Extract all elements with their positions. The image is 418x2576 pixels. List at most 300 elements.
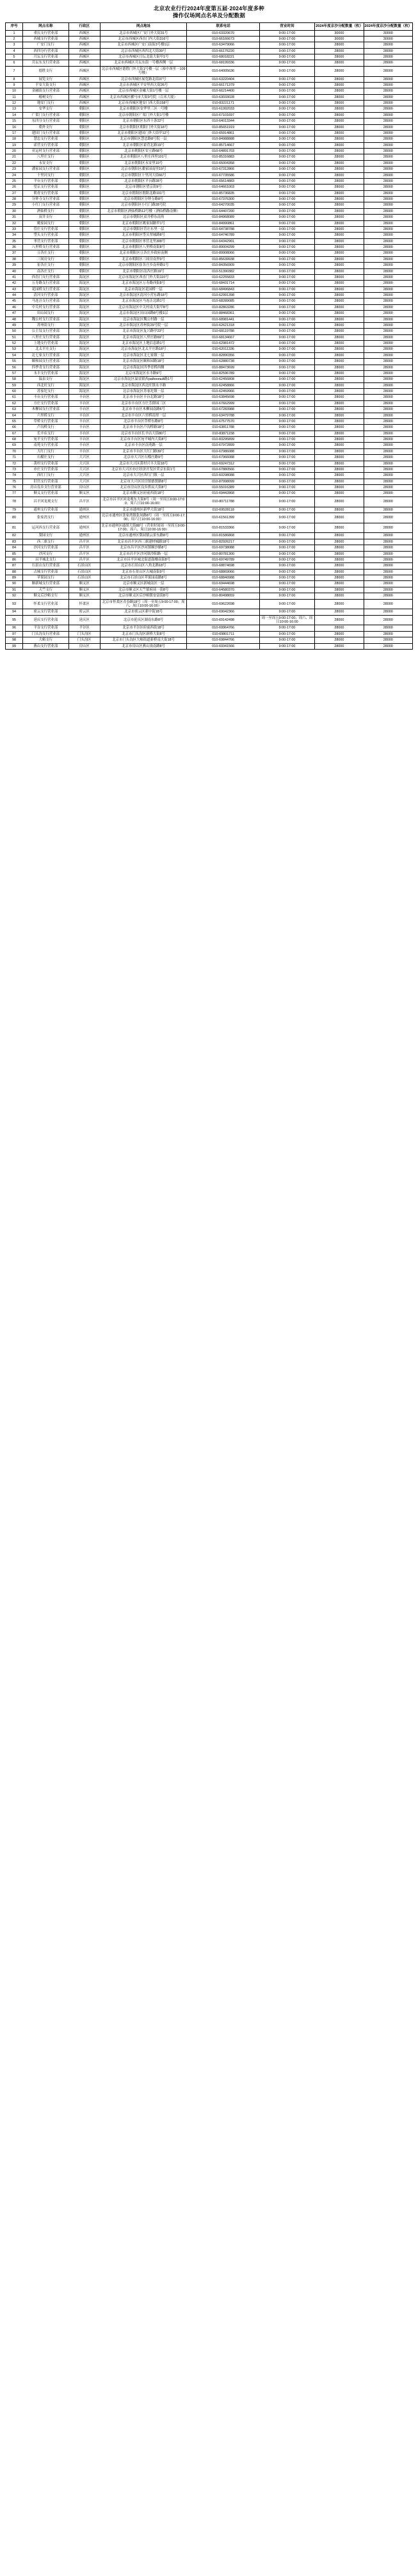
- table-row: [6, 587, 413, 593]
- cell-quota-2: 28000: [364, 76, 412, 82]
- cell-address: 北京市丰台区宛平城内大街8号: [100, 437, 187, 443]
- cell-quota-1: 28000: [315, 197, 364, 202]
- cell-index: 3: [6, 42, 23, 48]
- cell-index: 73: [6, 466, 23, 472]
- cell-phone: 010-67735586: [187, 172, 259, 178]
- cell-hours: 9:00-17:00: [259, 311, 314, 316]
- cell-phone: 010-67966088: [187, 455, 259, 461]
- cell-quota-2: 28000: [364, 437, 412, 443]
- cell-hours: 9:00-17:00: [259, 130, 314, 136]
- cell-phone: 010-85651919: [187, 124, 259, 130]
- cell-index: 83: [6, 539, 23, 545]
- table-row: [6, 329, 413, 334]
- cell-quota-1: 28000: [315, 431, 364, 436]
- cell-quota-2: 28000: [364, 382, 412, 388]
- cell-address: 北京市通州区张家湾镇张凤路8号（周一至周五9:00-17:00；周六日10:00-16:00）: [100, 513, 187, 523]
- cell-index: 97: [6, 631, 23, 637]
- cell-index: 54: [6, 352, 23, 358]
- table-row: [6, 599, 413, 609]
- cell-quota-2: 28000: [364, 202, 412, 208]
- cell-quota-2: 28000: [364, 106, 412, 112]
- cell-address: 北京市西城区金融大街1号楼一层: [100, 88, 187, 94]
- cell-quota-2: 28000: [364, 256, 412, 262]
- cell-branch-name: 花园桥支行营业部: [23, 286, 68, 292]
- header-district: 行政区: [68, 22, 100, 30]
- cell-phone: 010-62456808: [187, 377, 259, 382]
- cell-index: 22: [6, 160, 23, 166]
- table-row: [6, 197, 413, 202]
- cell-index: 27: [6, 190, 23, 196]
- table-row: [6, 142, 413, 148]
- cell-branch-name: 椿树支行: [23, 94, 68, 100]
- cell-hours: 9:00-17:00: [259, 448, 314, 454]
- cell-district: 朝阳区: [68, 250, 100, 256]
- cell-quota-2: 28000: [364, 389, 412, 395]
- cell-hours: 9:00-17:00: [259, 533, 314, 539]
- cell-address: 北京市海淀区复兴路甲23号: [100, 329, 187, 334]
- cell-quota-2: 28000: [364, 112, 412, 118]
- cell-hours: 9:00-17:00: [259, 197, 314, 202]
- cell-quota-2: 28000: [364, 473, 412, 479]
- cell-branch-name: 八里庄支行营业部: [23, 334, 68, 340]
- cell-district: 密云区: [68, 609, 100, 615]
- table-row: [6, 48, 413, 54]
- cell-address: 北京市朝阳区管庄东里一层: [100, 226, 187, 232]
- cell-address: 北京市朝阳区朝阳北路101号: [100, 190, 187, 196]
- cell-district: 朝阳区: [68, 154, 100, 160]
- cell-index: 21: [6, 154, 23, 160]
- cell-district: 大兴区: [68, 461, 100, 466]
- cell-address: 北京市房山区良乡拱辰大街8号: [100, 485, 187, 491]
- table-row: [6, 322, 413, 328]
- cell-quota-1: 28000: [315, 334, 364, 340]
- cell-quota-1: 28000: [315, 202, 364, 208]
- table-row: [6, 220, 413, 226]
- cell-district: 门头沟区: [68, 631, 100, 637]
- cell-index: 24: [6, 172, 23, 178]
- cell-hours: 9:00-17:00: [259, 569, 314, 575]
- cell-district: 海淀区: [68, 274, 100, 280]
- cell-address: 北京市朝阳区望京街9号: [100, 185, 187, 190]
- cell-quota-2: 28000: [364, 60, 412, 66]
- cell-index: 86: [6, 557, 23, 562]
- cell-district: 西城区: [68, 60, 100, 66]
- table-row: [6, 54, 413, 60]
- cell-district: 朝阳区: [68, 106, 100, 112]
- cell-phone: 010-69142498: [187, 615, 259, 625]
- table-row: [6, 473, 413, 479]
- cell-quota-2: 28000: [364, 233, 412, 238]
- cell-phone: 010-62011336: [187, 347, 259, 352]
- cell-quota-2: 28000: [364, 245, 412, 250]
- cell-phone: 010-67376300: [187, 197, 259, 202]
- cell-index: 63: [6, 407, 23, 413]
- cell-address: 北京市海淀区中关村南大街甲8号: [100, 304, 187, 310]
- cell-index: 25: [6, 178, 23, 184]
- cell-branch-name: 西城支行营业部: [23, 36, 68, 42]
- table-row: [6, 299, 413, 304]
- table-row: [6, 643, 413, 649]
- cell-index: 94: [6, 609, 23, 615]
- cell-address: 北京市丰台区丰台北路18号: [100, 395, 187, 400]
- cell-quota-2: 28000: [364, 238, 412, 244]
- cell-index: 84: [6, 545, 23, 551]
- cell-quota-2: 28000: [364, 101, 412, 106]
- cell-hours: 9:00-17:00: [259, 124, 314, 130]
- cell-phone: 010-68869066: [187, 569, 259, 575]
- cell-district: 海淀区: [68, 370, 100, 376]
- cell-index: 69: [6, 443, 23, 448]
- table-row: [6, 569, 413, 575]
- cell-address: 北京市门头沟区新桥大街8号: [100, 631, 187, 637]
- cell-index: 7: [6, 66, 23, 76]
- cell-phone: 010-67880566: [187, 466, 259, 472]
- cell-branch-name: 昌平城北支行: [23, 557, 68, 562]
- cell-district: 西城区: [68, 54, 100, 60]
- cell-address: 北京市海淀区万寿路西街8号: [100, 281, 187, 286]
- cell-district: 通州区: [68, 523, 100, 533]
- cell-quota-2: 28000: [364, 413, 412, 418]
- cell-quota-2: 28000: [364, 377, 412, 382]
- cell-hours: 9:00-17:00: [259, 293, 314, 299]
- cell-address: 北京市海淀区苏州街29号院一层: [100, 322, 187, 328]
- cell-district: 海淀区: [68, 286, 100, 292]
- cell-address: 北京市西城区西直门内大街316号: [100, 36, 187, 42]
- cell-quota-1: 28000: [315, 418, 364, 424]
- cell-branch-name: 门头沟支行营业部: [23, 631, 68, 637]
- cell-district: 丰台区: [68, 418, 100, 424]
- cell-phone: 010-80711788: [187, 496, 259, 507]
- table-row: [6, 443, 413, 448]
- cell-quota-1: 28000: [315, 485, 364, 491]
- cell-district: 丰台区: [68, 437, 100, 443]
- cell-hours: 9:00-17:00: [259, 142, 314, 148]
- cell-phone: 010-68981441: [187, 316, 259, 322]
- cell-district: 朝阳区: [68, 172, 100, 178]
- cell-branch-name: 顺义后沙峪支行: [23, 593, 68, 599]
- cell-district: 海淀区: [68, 389, 100, 395]
- cell-index: 13: [6, 106, 23, 112]
- cell-district: 延庆区: [68, 615, 100, 625]
- cell-quota-1: 28000: [315, 609, 364, 615]
- cell-hours: 9:00-17:00: [259, 299, 314, 304]
- table-row: [6, 377, 413, 382]
- cell-phone: 010-88473699: [187, 365, 259, 370]
- cell-quota-1: 28000: [315, 347, 364, 352]
- cell-index: 15: [6, 119, 23, 124]
- cell-address: 北京市顺义区府前西街18号: [100, 491, 187, 496]
- cell-phone: 010-82890356: [187, 352, 259, 358]
- cell-quota-1: 28000: [315, 599, 364, 609]
- cell-phone: 010-63811788: [187, 425, 259, 431]
- table-row: [6, 245, 413, 250]
- cell-district: 海淀区: [68, 377, 100, 382]
- cell-district: 昌平区: [68, 496, 100, 507]
- cell-district: 朝阳区: [68, 220, 100, 226]
- cell-district: 西城区: [68, 48, 100, 54]
- cell-quota-1: 28000: [315, 400, 364, 406]
- cell-hours: 9:00-17:00: [259, 382, 314, 388]
- cell-quota-1: 28000: [315, 268, 364, 274]
- cell-quota-1: 28000: [315, 523, 364, 533]
- cell-index: 80: [6, 513, 23, 523]
- cell-quota-2: 28000: [364, 160, 412, 166]
- cell-quota-2: 28000: [364, 250, 412, 256]
- cell-branch-name: 垡头支行营业部: [23, 233, 68, 238]
- table-row: [6, 615, 413, 625]
- cell-hours: 9:00-17:00: [259, 418, 314, 424]
- cell-phone: 010-68874698: [187, 563, 259, 569]
- cell-branch-name: 永丰支行营业部: [23, 370, 68, 376]
- cell-quota-2: 28000: [364, 539, 412, 545]
- cell-phone: 010-69528118: [187, 507, 259, 513]
- cell-branch-name: 燕山支行营业部: [23, 643, 68, 649]
- cell-address: 北京市通州区新华大街18号: [100, 507, 187, 513]
- cell-index: 91: [6, 587, 23, 593]
- table-header-row: [6, 22, 413, 30]
- cell-index: 43: [6, 286, 23, 292]
- cell-hours: 9:00-17:00: [259, 461, 314, 466]
- table-row: [6, 202, 413, 208]
- cell-quota-2: 28000: [364, 178, 412, 184]
- cell-branch-name: 张家湾支行: [23, 513, 68, 523]
- cell-phone: 010-66171379: [187, 82, 259, 88]
- cell-branch-name: 清河支行营业部: [23, 293, 68, 299]
- cell-quota-1: 28000: [315, 233, 364, 238]
- cell-district: 海淀区: [68, 316, 100, 322]
- cell-district: 海淀区: [68, 329, 100, 334]
- cell-quota-1: 28000: [315, 54, 364, 60]
- cell-address: 北京市海淀区苏家坨镇一层: [100, 389, 187, 395]
- cell-phone: 010-69738088: [187, 545, 259, 551]
- table-row: [6, 575, 413, 581]
- cell-phone: 010-69042366: [187, 609, 259, 615]
- table-row: [6, 593, 413, 599]
- cell-index: 26: [6, 185, 23, 190]
- cell-index: 60: [6, 389, 23, 395]
- cell-address: 北京市朝阳区广渠门外大街1号楼: [100, 112, 187, 118]
- cell-quota-2: 28000: [364, 400, 412, 406]
- cell-quota-2: 28000: [364, 304, 412, 310]
- cell-phone: 010-64407200: [187, 208, 259, 214]
- table-row: [6, 425, 413, 431]
- cell-hours: 9:00-17:00: [259, 551, 314, 557]
- cell-address: 北京市朝阳区枣营北里308号: [100, 238, 187, 244]
- cell-district: 顺义区: [68, 581, 100, 587]
- table-row: [6, 256, 413, 262]
- cell-address: 北京市延庆区湖南东路8号: [100, 615, 187, 625]
- table-row: [6, 88, 413, 94]
- table-row: [6, 172, 413, 178]
- cell-quota-2: 28000: [364, 575, 412, 581]
- cell-phone: 010-67101697: [187, 112, 259, 118]
- cell-quota-2: 28000: [364, 631, 412, 637]
- cell-quota-1: 28000: [315, 142, 364, 148]
- cell-branch-name: 石榴庄支行: [23, 455, 68, 461]
- cell-quota-1: 28000: [315, 496, 364, 507]
- cell-phone: 010-83871158: [187, 431, 259, 436]
- cell-phone: 010-68431714: [187, 281, 259, 286]
- cell-quota-2: 30000: [364, 30, 412, 36]
- cell-quota-1: 28000: [315, 507, 364, 513]
- cell-address: 北京市丰台区卢沟桥路18号: [100, 425, 187, 431]
- cell-index: 34: [6, 233, 23, 238]
- cell-address: 北京市丰台区长辛店大街80号: [100, 431, 187, 436]
- cell-quota-2: 28000: [364, 507, 412, 513]
- cell-quota-2: 28000: [364, 190, 412, 196]
- cell-hours: 9:00-17:00: [259, 643, 314, 649]
- cell-quota-1: 28000: [315, 88, 364, 94]
- cell-phone: 010-80781300: [187, 551, 259, 557]
- cell-district: 大兴区: [68, 479, 100, 484]
- cell-index: 59: [6, 382, 23, 388]
- cell-hours: 9:00-17:00: [259, 466, 314, 472]
- cell-phone: 010-69444698: [187, 581, 259, 587]
- cell-phone: 010-83295899: [187, 437, 259, 443]
- table-row: [6, 455, 413, 461]
- cell-address: 北京市西城区月坛东街一号楼西侧一层: [100, 60, 187, 66]
- cell-quota-1: 28000: [315, 563, 364, 569]
- table-row: [6, 60, 413, 66]
- cell-hours: 9:00-17:00: [259, 304, 314, 310]
- cell-branch-name: 双井支行: [23, 215, 68, 220]
- cell-quota-1: 28000: [315, 370, 364, 376]
- table-row: [6, 523, 413, 533]
- cell-quota-1: 28000: [315, 365, 364, 370]
- cell-address: 北京市西城区月坛北街大街甲1号: [100, 54, 187, 60]
- table-row: [6, 407, 413, 413]
- cell-quota-1: 28000: [315, 220, 364, 226]
- cell-phone: 010-80498659: [187, 593, 259, 599]
- cell-hours: 9:00-17:00: [259, 154, 314, 160]
- cell-index: 40: [6, 268, 23, 274]
- cell-phone: 010-69801711: [187, 631, 259, 637]
- table-row: [6, 293, 413, 299]
- cell-hours: 9:00-17:00: [259, 88, 314, 94]
- cell-address: 北京市海淀区温泉镇西районный路1号: [100, 377, 187, 382]
- cell-phone: 010-87998099: [187, 479, 259, 484]
- cell-district: 朝阳区: [68, 178, 100, 184]
- cell-phone: 010-66176220: [187, 48, 259, 54]
- cell-phone: 010-61992033: [187, 106, 259, 112]
- table-row: [6, 82, 413, 88]
- cell-phone: 010-67577570: [187, 418, 259, 424]
- cell-hours: 9:00-17:00: [259, 245, 314, 250]
- table-row: [6, 359, 413, 365]
- table-row: [6, 185, 413, 190]
- cell-quota-1: 28000: [315, 172, 364, 178]
- cell-phone: 010-62880738: [187, 359, 259, 365]
- cell-district: 朝阳区: [68, 124, 100, 130]
- cell-quota-1: 28000: [315, 513, 364, 523]
- cell-quota-2: 28000: [364, 395, 412, 400]
- cell-quota-2: 28000: [364, 359, 412, 365]
- cell-hours: 9:00-17:00: [259, 256, 314, 262]
- cell-hours: 9:00-17:00: [259, 286, 314, 292]
- cell-index: 89: [6, 575, 23, 581]
- cell-phone: 010-81533366: [187, 523, 259, 533]
- cell-district: 海淀区: [68, 365, 100, 370]
- cell-quota-1: 28000: [315, 359, 364, 365]
- cell-quota-1: 28000: [315, 178, 364, 184]
- cell-address: 北京市海淀区四季青桥西侧: [100, 365, 187, 370]
- cell-quota-2: 28000: [364, 268, 412, 274]
- cell-quota-1: 28000: [315, 82, 364, 88]
- cell-branch-name: 大红门支行: [23, 448, 68, 454]
- cell-quota-1: 28000: [315, 119, 364, 124]
- table-row: [6, 250, 413, 256]
- cell-address: 北京市海淀区北太平庄路18号: [100, 347, 187, 352]
- cell-index: 47: [6, 311, 23, 316]
- cell-quota-2: 28000: [364, 293, 412, 299]
- cell-quota-1: 28000: [315, 238, 364, 244]
- cell-index: 4: [6, 48, 23, 54]
- table-row: [6, 233, 413, 238]
- cell-district: 石景山区: [68, 569, 100, 575]
- cell-index: 56: [6, 365, 23, 370]
- cell-index: 38: [6, 256, 23, 262]
- cell-quota-2: 28000: [364, 208, 412, 214]
- cell-district: 石景山区: [68, 563, 100, 569]
- cell-branch-name: 北太平庄支行: [23, 347, 68, 352]
- cell-quota-1: 28000: [315, 413, 364, 418]
- cell-address: 北京市西城区平安里西大街26号: [100, 82, 187, 88]
- table-row: [6, 496, 413, 507]
- header-address: 网点地址: [100, 22, 187, 30]
- cell-hours: 9:00-17:00: [259, 437, 314, 443]
- cell-district: 房山区: [68, 643, 100, 649]
- cell-address: 北京市平谷区府前西街18号: [100, 625, 187, 631]
- cell-hours: 9:00-17:00: [259, 334, 314, 340]
- cell-quota-1: 28000: [315, 293, 364, 299]
- cell-index: 98: [6, 637, 23, 643]
- table-row: [6, 563, 413, 569]
- cell-address: 北京市密云区新中街18号: [100, 609, 187, 615]
- cell-index: 90: [6, 581, 23, 587]
- cell-quota-2: 28000: [364, 42, 412, 48]
- table-row: [6, 149, 413, 154]
- cell-hours: 9:00-17:00: [259, 178, 314, 184]
- cell-address: 北京市大兴区亦庄经济开发区荣京东街1号: [100, 466, 187, 472]
- cell-phone: 010-85736835: [187, 190, 259, 196]
- cell-quota-1: 28000: [315, 382, 364, 388]
- cell-district: 丰台区: [68, 431, 100, 436]
- cell-branch-name: 月坛东支行营业部: [23, 60, 68, 66]
- header-hours: 营业时间: [259, 22, 314, 30]
- cell-address: 北京市丰台区大红门路39号: [100, 448, 187, 454]
- cell-index: 29: [6, 202, 23, 208]
- cell-hours: 9:00-17:00: [259, 365, 314, 370]
- cell-quota-1: 28000: [315, 130, 364, 136]
- cell-quota-1: 28000: [315, 466, 364, 472]
- cell-hours: 9:00-17:00: [259, 190, 314, 196]
- cell-phone: 010-69964766: [187, 625, 259, 631]
- cell-address: 北京市西城区西四北大街39号: [100, 48, 187, 54]
- cell-branch-name: 木樨园支行营业部: [23, 407, 68, 413]
- table-row: [6, 389, 413, 395]
- cell-hours: 9:00-17:00: [259, 250, 314, 256]
- cell-index: 71: [6, 455, 23, 461]
- cell-address: 北京市海淀区西北旺镇永丰路: [100, 382, 187, 388]
- cell-branch-name: 建国门支行营业部: [23, 130, 68, 136]
- cell-quota-1: 28000: [315, 637, 364, 643]
- cell-index: 32: [6, 220, 23, 226]
- cell-district: 朝阳区: [68, 226, 100, 232]
- cell-index: 10: [6, 88, 23, 94]
- cell-branch-name: 八里桥支行营业部: [23, 245, 68, 250]
- cell-hours: 9:00-17:00: [259, 347, 314, 352]
- cell-branch-name: 魏公村支行营业部: [23, 316, 68, 322]
